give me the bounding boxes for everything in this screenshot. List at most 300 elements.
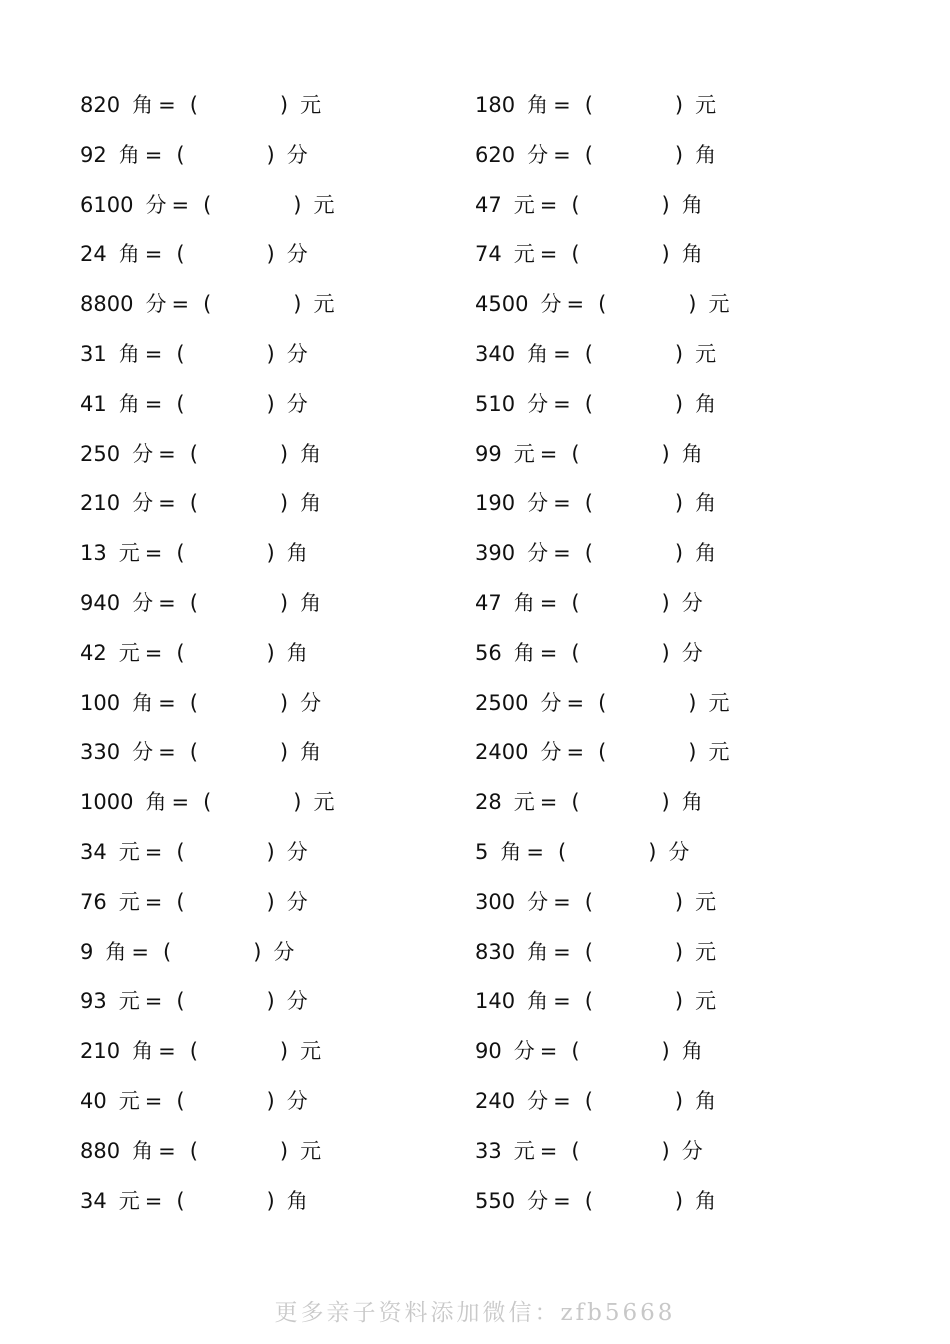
close-paren: )	[266, 242, 275, 267]
footer-watermark: 更多亲子资料添加微信：zfb5668	[274, 1300, 676, 1326]
exercise-row	[80, 885, 334, 935]
open-paren: (	[189, 93, 198, 117]
close-paren: )	[293, 292, 302, 317]
equals-sign: =	[539, 590, 558, 615]
open-paren: (	[189, 740, 198, 765]
equals-sign: =	[566, 690, 585, 715]
close-paren: )	[266, 889, 275, 914]
exercise-value: 330	[80, 740, 121, 765]
exercise-value: 1000	[80, 790, 134, 815]
open-paren: (	[189, 590, 198, 615]
exercise-value: 880	[80, 1138, 121, 1163]
exercise-to-unit: 角	[286, 640, 308, 665]
exercise-from-unit: 角	[132, 690, 154, 715]
exercise-from-unit: 角	[513, 590, 535, 615]
exercise-from-unit: 角	[132, 1039, 154, 1064]
close-paren: )	[661, 441, 670, 466]
equals-sign: =	[158, 1039, 176, 1064]
equals-sign: =	[144, 341, 163, 366]
exercise-from-unit: 分	[527, 541, 549, 566]
exercise-from-unit: 角	[527, 989, 549, 1014]
exercise-from-unit: 分	[527, 1188, 549, 1213]
open-paren: (	[571, 1039, 580, 1064]
exercise-value: 33	[475, 1138, 502, 1163]
exercise-value: 34	[80, 1188, 107, 1213]
open-paren: (	[584, 93, 593, 117]
exercise-from-unit: 角	[527, 341, 549, 366]
equals-sign: =	[158, 740, 176, 765]
open-paren: (	[598, 690, 607, 715]
exercise-value: 550	[475, 1188, 516, 1213]
open-paren: (	[584, 889, 593, 914]
exercise-value: 93	[80, 989, 107, 1014]
exercise-value: 190	[475, 491, 516, 516]
close-paren: )	[266, 1188, 275, 1213]
equals-sign: =	[539, 192, 558, 217]
open-paren: (	[176, 640, 185, 665]
close-paren: )	[674, 391, 684, 416]
close-paren: )	[661, 192, 670, 217]
exercise-row	[475, 486, 729, 536]
exercise-row	[475, 1184, 729, 1234]
exercise-from-unit: 角	[527, 93, 549, 117]
equals-sign: =	[539, 242, 558, 267]
exercise-row	[80, 1184, 334, 1234]
close-paren: )	[266, 341, 275, 366]
exercise-to-unit: 角	[300, 441, 322, 466]
open-paren: (	[176, 341, 185, 366]
close-paren: )	[661, 1039, 670, 1064]
exercise-value: 820	[80, 93, 121, 117]
exercise-row	[475, 237, 729, 287]
exercise-value: 9	[80, 939, 94, 964]
exercise-row	[475, 785, 729, 835]
exercise-to-unit: 分	[286, 839, 308, 864]
exercise-row	[80, 935, 334, 985]
exercise-to-unit: 分	[286, 142, 308, 167]
exercise-row	[80, 1134, 334, 1184]
open-paren: (	[189, 491, 198, 516]
exercise-from-unit: 角	[132, 93, 154, 117]
close-paren: )	[266, 839, 275, 864]
open-paren: (	[598, 292, 607, 317]
close-paren: )	[266, 989, 275, 1014]
exercise-value: 940	[80, 590, 121, 615]
close-paren: )	[661, 640, 670, 665]
exercise-from-unit: 元	[513, 1138, 535, 1163]
open-paren: (	[584, 541, 593, 566]
exercise-from-unit: 分	[540, 690, 562, 715]
exercise-from-unit: 分	[132, 491, 154, 516]
exercise-value: 31	[80, 341, 107, 366]
exercise-row	[80, 138, 334, 188]
exercise-row	[80, 735, 334, 785]
equals-sign: =	[131, 939, 149, 964]
equals-sign: =	[526, 839, 544, 864]
close-paren: )	[266, 640, 275, 665]
exercise-row	[80, 1084, 334, 1134]
exercise-value: 13	[80, 541, 107, 566]
exercise-from-unit: 分	[527, 1088, 549, 1113]
exercise-from-unit: 分	[145, 192, 167, 217]
equals-sign: =	[553, 1188, 571, 1213]
exercise-to-unit: 元	[300, 93, 322, 117]
exercise-to-unit: 角	[695, 1088, 717, 1113]
close-paren: )	[661, 790, 670, 815]
equals-sign: =	[158, 690, 176, 715]
equals-sign: =	[539, 1039, 558, 1064]
exercise-to-unit: 角	[681, 242, 703, 267]
close-paren: )	[674, 939, 684, 964]
open-paren: (	[176, 541, 185, 566]
exercise-from-unit: 分	[513, 1039, 535, 1064]
exercise-row	[475, 735, 729, 785]
close-paren: )	[674, 989, 684, 1014]
close-paren: )	[661, 590, 670, 615]
close-paren: )	[266, 142, 275, 167]
close-paren: )	[674, 341, 684, 366]
exercise-from-unit: 分	[132, 590, 154, 615]
equals-sign: =	[553, 939, 571, 964]
exercise-to-unit: 分	[286, 341, 308, 366]
open-paren: (	[584, 1188, 593, 1213]
exercise-value: 240	[475, 1088, 516, 1113]
exercise-from-unit: 分	[527, 391, 549, 416]
exercise-from-unit: 元	[118, 1088, 140, 1113]
equals-sign: =	[144, 889, 163, 914]
open-paren: (	[203, 790, 212, 815]
exercise-from-unit: 角	[145, 790, 167, 815]
equals-sign: =	[171, 192, 190, 217]
exercise-to-unit: 角	[681, 1039, 703, 1064]
open-paren: (	[571, 441, 580, 466]
close-paren: )	[674, 889, 684, 914]
exercise-row	[80, 984, 334, 1034]
exercise-value: 140	[475, 989, 516, 1014]
equals-sign: =	[158, 441, 176, 466]
open-paren: (	[571, 192, 580, 217]
close-paren: )	[279, 1039, 289, 1064]
open-paren: (	[162, 939, 172, 964]
exercise-from-unit: 元	[513, 441, 535, 466]
exercise-to-unit: 元	[695, 889, 717, 914]
close-paren: )	[266, 1088, 275, 1113]
close-paren: )	[674, 491, 684, 516]
close-paren: )	[279, 740, 289, 765]
close-paren: )	[648, 839, 657, 864]
exercise-row	[80, 586, 334, 636]
open-paren: (	[584, 341, 593, 366]
exercise-value: 5	[475, 839, 489, 864]
open-paren: (	[189, 1039, 198, 1064]
left-exercise-column	[80, 88, 334, 1233]
equals-sign: =	[144, 1188, 163, 1213]
exercise-from-unit: 元	[118, 889, 140, 914]
exercise-row	[475, 586, 729, 636]
open-paren: (	[203, 292, 212, 317]
equals-sign: =	[553, 1088, 571, 1113]
exercise-value: 830	[475, 939, 516, 964]
exercise-from-unit: 元	[118, 1188, 140, 1213]
exercise-to-unit: 角	[695, 1188, 717, 1213]
close-paren: )	[279, 590, 289, 615]
exercise-from-unit: 分	[527, 142, 549, 167]
close-paren: )	[293, 790, 302, 815]
exercise-row	[475, 536, 729, 586]
exercise-to-unit: 元	[695, 939, 717, 964]
exercise-from-unit: 元	[513, 242, 535, 267]
exercise-value: 210	[80, 1039, 121, 1064]
equals-sign: =	[158, 93, 176, 117]
exercise-from-unit: 分	[145, 292, 167, 317]
exercise-value: 340	[475, 341, 516, 366]
exercise-value: 4500	[475, 292, 529, 317]
exercise-to-unit: 角	[300, 740, 322, 765]
equals-sign: =	[566, 740, 585, 765]
equals-sign: =	[553, 341, 571, 366]
exercise-to-unit: 元	[695, 341, 717, 366]
open-paren: (	[176, 391, 185, 416]
equals-sign: =	[553, 889, 571, 914]
open-paren: (	[176, 889, 185, 914]
open-paren: (	[203, 192, 212, 217]
exercise-value: 41	[80, 391, 107, 416]
equals-sign: =	[158, 1138, 176, 1163]
exercise-value: 99	[475, 441, 502, 466]
exercise-from-unit: 角	[513, 640, 535, 665]
exercise-row	[475, 88, 729, 138]
exercise-row	[475, 387, 729, 437]
exercise-to-unit: 分	[286, 391, 308, 416]
exercise-from-unit: 元	[118, 640, 140, 665]
exercise-to-unit: 元	[695, 93, 717, 117]
exercise-to-unit: 分	[286, 989, 308, 1014]
exercise-value: 92	[80, 142, 107, 167]
exercise-from-unit: 角	[118, 242, 140, 267]
exercise-to-unit: 角	[300, 590, 322, 615]
exercise-value: 24	[80, 242, 107, 267]
exercise-row	[80, 536, 334, 586]
exercise-to-unit: 元	[708, 740, 730, 765]
open-paren: (	[584, 939, 593, 964]
equals-sign: =	[144, 142, 163, 167]
exercise-from-unit: 角	[118, 142, 140, 167]
exercise-value: 2500	[475, 690, 529, 715]
equals-sign: =	[144, 242, 163, 267]
exercise-value: 620	[475, 142, 516, 167]
exercise-from-unit: 元	[513, 790, 535, 815]
equals-sign: =	[553, 541, 571, 566]
open-paren: (	[584, 391, 593, 416]
open-paren: (	[189, 441, 198, 466]
exercise-row	[80, 337, 334, 387]
exercise-to-unit: 角	[695, 391, 717, 416]
exercise-to-unit: 角	[695, 541, 717, 566]
exercise-value: 40	[80, 1088, 107, 1113]
exercise-to-unit: 分	[286, 1088, 308, 1113]
open-paren: (	[176, 1088, 185, 1113]
close-paren: )	[674, 142, 684, 167]
close-paren: )	[279, 690, 289, 715]
open-paren: (	[571, 1138, 580, 1163]
exercise-to-unit: 分	[273, 939, 295, 964]
close-paren: )	[674, 1088, 684, 1113]
exercise-to-unit: 角	[681, 790, 703, 815]
exercise-row	[475, 337, 729, 387]
exercise-row	[80, 287, 334, 337]
exercise-from-unit: 角	[105, 939, 127, 964]
open-paren: (	[176, 989, 185, 1014]
exercise-to-unit: 元	[708, 690, 730, 715]
equals-sign: =	[144, 989, 163, 1014]
exercise-value: 100	[80, 690, 121, 715]
open-paren: (	[571, 590, 580, 615]
exercise-row	[475, 1034, 729, 1084]
exercise-row	[475, 636, 729, 686]
exercise-row	[80, 387, 334, 437]
exercise-value: 8800	[80, 292, 134, 317]
exercise-row	[475, 935, 729, 985]
close-paren: )	[266, 541, 275, 566]
open-paren: (	[584, 142, 593, 167]
equals-sign: =	[144, 391, 163, 416]
exercise-from-unit: 角	[500, 839, 522, 864]
exercise-row	[475, 835, 729, 885]
equals-sign: =	[144, 541, 163, 566]
exercise-from-unit: 角	[118, 341, 140, 366]
exercise-to-unit: 分	[300, 690, 322, 715]
close-paren: )	[688, 292, 697, 317]
exercise-value: 390	[475, 541, 516, 566]
open-paren: (	[189, 1138, 198, 1163]
equals-sign: =	[566, 292, 585, 317]
exercise-row	[80, 188, 334, 238]
open-paren: (	[571, 640, 580, 665]
equals-sign: =	[171, 292, 190, 317]
exercise-row	[80, 686, 334, 736]
exercise-from-unit: 角	[527, 939, 549, 964]
open-paren: (	[176, 142, 185, 167]
equals-sign: =	[553, 391, 571, 416]
exercise-to-unit: 元	[708, 292, 730, 317]
exercise-value: 34	[80, 839, 107, 864]
exercise-from-unit: 分	[540, 740, 562, 765]
equals-sign: =	[158, 491, 176, 516]
equals-sign: =	[144, 640, 163, 665]
close-paren: )	[279, 441, 289, 466]
equals-sign: =	[539, 640, 558, 665]
exercise-value: 6100	[80, 192, 134, 217]
exercise-value: 90	[475, 1039, 502, 1064]
close-paren: )	[674, 93, 684, 117]
exercise-row	[475, 1084, 729, 1134]
exercise-from-unit: 元	[118, 839, 140, 864]
equals-sign: =	[158, 590, 176, 615]
equals-sign: =	[144, 1088, 163, 1113]
close-paren: )	[661, 1138, 670, 1163]
exercise-row	[80, 785, 334, 835]
exercise-to-unit: 角	[695, 491, 717, 516]
exercise-value: 300	[475, 889, 516, 914]
open-paren: (	[584, 989, 593, 1014]
exercise-value: 74	[475, 242, 502, 267]
exercise-row	[80, 437, 334, 487]
close-paren: )	[293, 192, 302, 217]
exercise-value: 210	[80, 491, 121, 516]
equals-sign: =	[553, 989, 571, 1014]
exercise-to-unit: 分	[681, 1138, 703, 1163]
exercise-value: 76	[80, 889, 107, 914]
exercise-to-unit: 角	[695, 142, 717, 167]
close-paren: )	[688, 690, 697, 715]
exercise-from-unit: 角	[118, 391, 140, 416]
exercise-from-unit: 元	[513, 192, 535, 217]
open-paren: (	[584, 1088, 593, 1113]
equals-sign: =	[539, 790, 558, 815]
exercise-from-unit: 分	[540, 292, 562, 317]
open-paren: (	[598, 740, 607, 765]
exercise-from-unit: 元	[118, 989, 140, 1014]
exercise-row	[80, 636, 334, 686]
exercise-value: 28	[475, 790, 502, 815]
close-paren: )	[279, 93, 289, 117]
exercise-row	[475, 984, 729, 1034]
exercise-value: 510	[475, 391, 516, 416]
exercise-value: 47	[475, 192, 502, 217]
exercise-row	[475, 188, 729, 238]
exercise-row	[475, 1134, 729, 1184]
exercise-row	[475, 287, 729, 337]
exercise-to-unit: 元	[300, 1138, 322, 1163]
equals-sign: =	[539, 441, 558, 466]
exercise-from-unit: 分	[527, 491, 549, 516]
exercise-from-unit: 分	[132, 740, 154, 765]
exercise-to-unit: 分	[286, 889, 308, 914]
exercise-row	[80, 88, 334, 138]
equals-sign: =	[553, 93, 571, 117]
exercise-to-unit: 角	[286, 541, 308, 566]
exercise-row	[475, 686, 729, 736]
exercise-to-unit: 元	[313, 790, 335, 815]
exercise-to-unit: 分	[668, 839, 690, 864]
open-paren: (	[571, 790, 580, 815]
equals-sign: =	[171, 790, 190, 815]
exercise-value: 56	[475, 640, 502, 665]
equals-sign: =	[553, 142, 571, 167]
exercise-to-unit: 分	[681, 640, 703, 665]
exercise-to-unit: 角	[681, 192, 703, 217]
close-paren: )	[279, 1138, 289, 1163]
exercise-value: 250	[80, 441, 121, 466]
exercise-row	[80, 237, 334, 287]
open-paren: (	[584, 491, 593, 516]
exercise-from-unit: 元	[118, 541, 140, 566]
right-exercise-column	[475, 88, 729, 1233]
exercise-to-unit: 分	[286, 242, 308, 267]
exercise-to-unit: 元	[313, 192, 335, 217]
open-paren: (	[571, 242, 580, 267]
exercise-to-unit: 元	[695, 989, 717, 1014]
exercise-value: 2400	[475, 740, 529, 765]
close-paren: )	[674, 1188, 684, 1213]
exercise-to-unit: 元	[313, 292, 335, 317]
equals-sign: =	[144, 839, 163, 864]
open-paren: (	[176, 1188, 185, 1213]
equals-sign: =	[553, 491, 571, 516]
open-paren: (	[557, 839, 567, 864]
exercise-to-unit: 角	[286, 1188, 308, 1213]
exercise-row	[80, 1034, 334, 1084]
